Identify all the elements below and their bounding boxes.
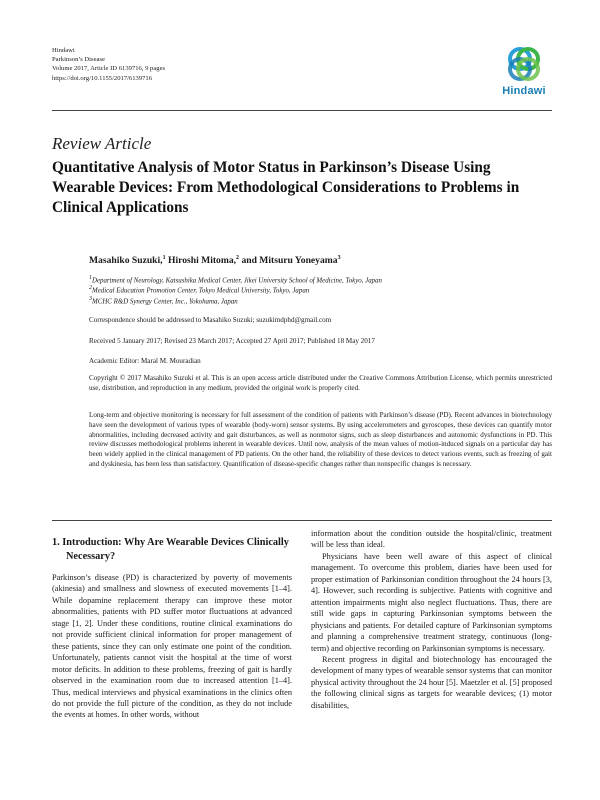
author-affil-mark: 2 (236, 255, 240, 261)
author-affil-mark: 1 (162, 255, 166, 261)
volume-info: Volume 2017, Article ID 6139716, 9 pages (52, 65, 166, 73)
article-title: Quantitative Analysis of Motor Status in Parkinson’s Disease Using Wearable Devices: From Methodological Considerations to Problems in Clinical Applications (52, 159, 520, 216)
author-name: and Mitsuru Yoneyama (239, 255, 338, 267)
affiliation-text: MCHC R&D Synergy Center, Inc., Yokohama, Japan (92, 298, 238, 306)
body-paragraph: Physicians have been well aware of this aspect of clinical management. To overcome this problem, diaries have been used for proper estimation of Parkinsonian condition throughout the 24 hours [3, 4]. However, such recording is subjective. Patients with cognitive and attention impairments might also neglect fluctuations. Thus, there are still wide gaps in capturing Parkinsonian symptoms between the physicians and patients. For detailed capture of Parkinsonian symptoms and planning a comprehensive treatment strategy, continuous (long-term) and objective recording on Parkinsonian symptoms is necessary. (311, 551, 552, 653)
affiliation-3 (89, 296, 238, 305)
header-rule (52, 110, 552, 111)
affiliation-mark: 2 (89, 285, 92, 291)
author-name: Masahiko Suzuki, (89, 255, 163, 267)
hindawi-logo-icon (504, 44, 544, 84)
right-column (311, 528, 552, 711)
copyright-notice: Copyright © 2017 Masahiko Suzuki et al. This is an open access article distributed under the Creative Commons Attribution License, which permits unrestricted use, distribution, and reproduction in any medium, provided the original work is properly cited. (89, 374, 552, 392)
hindawi-logo (496, 44, 552, 97)
body-paragraph: Recent progress in digital and biotechnology has encouraged the development of many types of wearable sensor systems that can monitor physical activity throughout the 24 hour [5]. Maetzler et al. [5] proposed the following clinical signs as targets for wearable devices; (1) motor disabilities, (311, 654, 553, 710)
author-name: Hiroshi Mitoma, (165, 255, 237, 267)
affiliation-mark: 1 (89, 275, 92, 281)
author-affil-mark: 3 (337, 255, 341, 261)
journal-name: Parkinson’s Disease (52, 56, 105, 64)
body-paragraph: Parkinson’s disease (PD) is characterized by poverty of movements (akinesia) and smallness and slowness of executed movements [1–4]. While dopamine replacement therapy can improve these motor abnormalities, patients with PD suffer motor fluctuations at advanced stage [1, 2]. Under these conditions, routine clinical examinations do not provide sufficient clinical information for proper management of these patients, since they can only estimate one point of the condition. Unfortunately, patients cannot visit the hospital at the time of worst motor deficits. In addition to these problems, freezing of gait is hardly observed in the examination room due to increased attention [1–4]. Thus, medical interviews and physical examinations in the clinics often do not provide the full picture of the condition, as they do not include the events at homes. In other words, without (52, 573, 292, 720)
affiliation-1 (89, 275, 382, 284)
author-list (89, 255, 341, 266)
affiliation-2 (89, 285, 309, 294)
publication-dates: Received 5 January 2017; Revised 23 March 2017; Accepted 27 April 2017; Published 18 May 2017 (89, 337, 375, 345)
affiliation-text: Medical Education Promotion Center, Tokyo Medical University, Tokyo, Japan (92, 287, 310, 295)
logo-text: Hindawi (502, 85, 546, 97)
left-column (52, 572, 292, 721)
article-type: Review Article (52, 134, 152, 153)
section-heading: 1. Introduction: Why Are Wearable Devices Clinically Necessary? (52, 537, 289, 562)
affiliation-text: Department of Neurology, Katsushika Medical Center, Jikei University School of Medicine, Tokyo, Japan (92, 277, 382, 285)
correspondence: Correspondence should be addressed to Masahiko Suzuki; suzukimdphd@gmail.com (89, 316, 332, 324)
body-paragraph: information about the condition outside the hospital/clinic, treatment will be less than ideal. (311, 529, 552, 550)
abstract: Long-term and objective monitoring is necessary for full assessment of the condition of patients with Parkinson’s disease (PD). Recent advances in biotechnology have seen the development of various types of wearable (body-worn) sensor systems. By using accelerometers and gyroscopes, these devices can quantify motor abnormalities, including decreased activity and gait disturbances, as well as nonmotor signs, such as sleep disturbances and autonomic dysfunctions in PD. This review discusses methodological problems inherent in wearable devices. Until now, analysis of the mean values of motion-induced signals on a particular day has been widely applied in the clinical management of PD patients. On the other hand, the reliability of these devices to detect various events, such as freezing of gait and dyskinesia, has been less than satisfactory. Quantification of disease-specific changes rather than nonspecific changes is necessary. (89, 411, 552, 468)
abstract-rule (52, 520, 552, 521)
academic-editor: Academic Editor: Maral M. Mouradian (89, 357, 201, 365)
publisher-name: Hindawi (52, 47, 75, 54)
journal-info (52, 46, 165, 83)
affiliation-mark: 3 (89, 296, 92, 302)
doi-link[interactable]: https://doi.org/10.1155/2017/6139716 (52, 74, 153, 82)
